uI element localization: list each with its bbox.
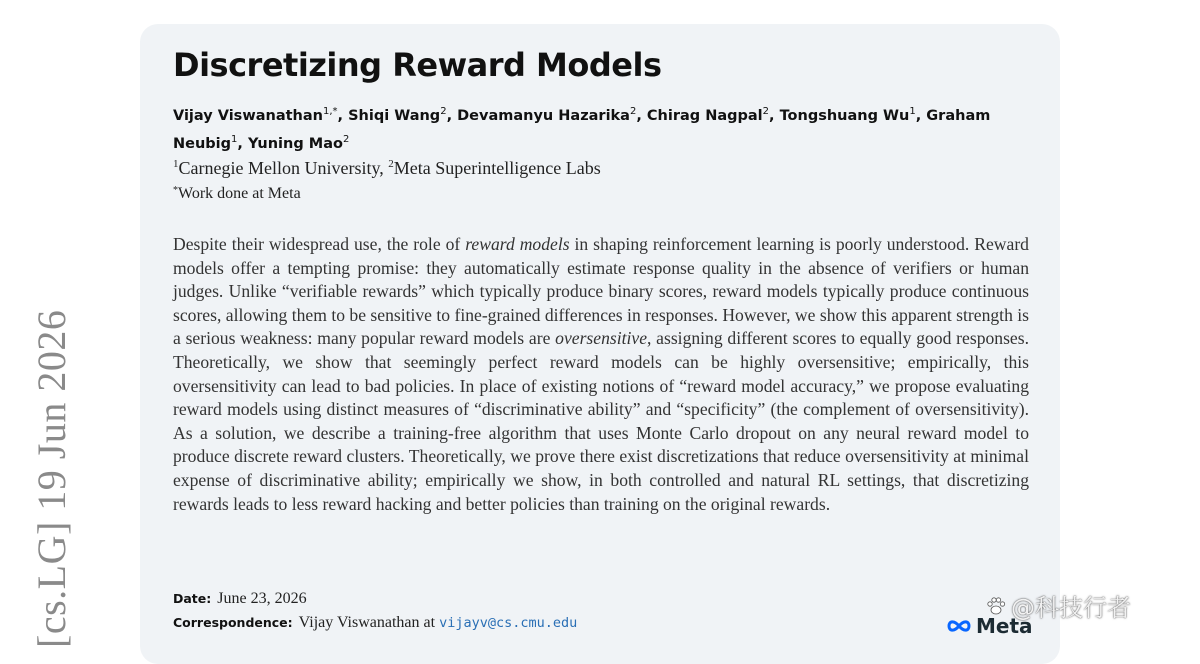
- meta-infinity-icon: [945, 618, 973, 634]
- author-list: Vijay Viswanathan$^{1,*}$, Shiqi Wang$^2$, Devamanyu Hazarika$^2$, Chirag Nagpal$^2$, Tongshuang Wu$^1$, Graham Neubig$^1$, Yuning Mao$^2$: [173, 106, 991, 152]
- paw-icon: [985, 595, 1007, 617]
- footnote: [173, 185, 301, 203]
- correspondence-name: Vijay Viswanathan at: [298, 614, 436, 631]
- date-label: Date:: [173, 591, 212, 606]
- author-sup: 2: [762, 106, 770, 117]
- author-name: Chirag Nagpal: [646, 108, 763, 124]
- affiliation-sup: 1: [173, 158, 179, 170]
- date-value: June 23, 2026: [217, 590, 307, 607]
- abstract: [173, 233, 1029, 516]
- abstract-text: , assigning different scores to equally good responses. Theoretically, we show that seemingly perfect reward models can be highly oversensitive; empirically, this oversensitivity can lead to bad policies. In place of existing notions of “reward model accuracy,” we propose evaluating reward models using distinct measures of “discriminative ability” and “specificity” (the complement of oversensitivity). As a solution, we describe a training-free algorithm that uses Monte Carlo dropout on any neural reward model to produce discrete reward clusters. Theoretically, we prove there exist discretizations that reduce oversensitivity at minimal expense of discriminative ability; empirically we show, in both controlled and natural RL settings, that discretizing rewards leads to less reward hacking and better policies than training on the original rewards.: [173, 328, 1029, 514]
- meta-logo-text: Meta: [976, 614, 1033, 638]
- author-name: Tongshuang Wu: [779, 108, 910, 124]
- abstract-emphasis: oversensitive: [555, 328, 647, 349]
- correspondence-line: [173, 614, 577, 632]
- author-name: Devamanyu Hazarika: [457, 108, 630, 124]
- correspondence-email-link[interactable]: vijayv@cs.cmu.edu: [439, 615, 578, 631]
- correspondence-label: Correspondence:: [173, 615, 293, 630]
- author-name: Shiqi Wang: [348, 108, 441, 124]
- abstract-text: Despite their widespread use, the role of: [173, 234, 466, 254]
- author-sup: 1: [909, 106, 916, 117]
- arxiv-side-stamp: [cs.LG] 19 Jun 2026: [29, 309, 74, 648]
- author-name: Graham Neubig: [173, 108, 991, 152]
- author-sup: 1: [231, 134, 238, 145]
- footnote-text: Work done at Meta: [178, 185, 301, 202]
- affiliations: $^1$Carnegie Mellon University, $^2$Meta Superintelligence Labs: [173, 158, 601, 178]
- watermark: [985, 588, 1131, 623]
- author-sup: 1,*: [322, 106, 338, 117]
- abstract-emphasis: reward models: [465, 234, 570, 254]
- author-name: Yuning Mao: [247, 136, 343, 152]
- paper-title: Discretizing Reward Models: [173, 46, 662, 84]
- footnote-mark: *: [173, 185, 178, 196]
- affiliation-sup: 2: [388, 158, 394, 170]
- author-sup: 2: [440, 106, 447, 117]
- author-sup: 2: [342, 134, 350, 145]
- watermark-text: @科技行者: [1011, 594, 1131, 622]
- affiliation-name: Carnegie Mellon University: [178, 158, 380, 178]
- affiliation-name: Meta Superintelligence Labs: [393, 158, 601, 178]
- paper-card: [140, 24, 1060, 664]
- abstract-text: in shaping reinforcement learning is poorly understood. Reward models offer a tempting promise: they automatically estimate response quality in the absence of verifiers or human judges. Unlike “verifiable rewards” which typically produce binary scores, reward models typically produce continuous scores, allowing them to be sensitive to fine-grained differences in responses. However, we show this apparent strength is a serious weakness: many popular reward models are: [173, 234, 1029, 349]
- date-line: [173, 590, 307, 608]
- author-sup: 2: [629, 106, 637, 117]
- author-name: Vijay Viswanathan: [173, 108, 323, 124]
